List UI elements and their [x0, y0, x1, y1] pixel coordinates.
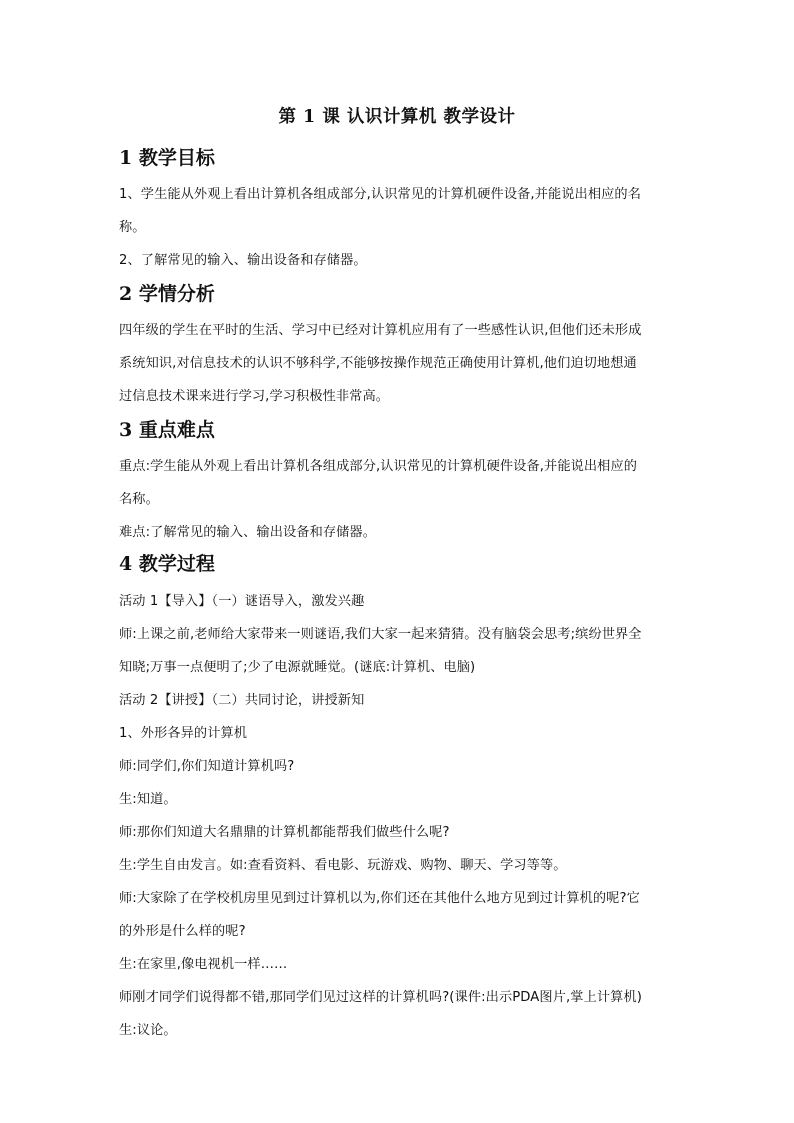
- text-line: 重点:学生能从外观上看出计算机各组成部分,认识常见的计算机硬件设备,并能说出相应的: [119, 459, 638, 474]
- text-line: 师:大家除了在学校机房里见到过计算机以为,你们还在其他什么地方见到过计算机的呢?它: [119, 891, 640, 906]
- text-line: 知晓;万事一点便明了;少了电源就睡觉。(谜底:计算机、电脑): [119, 660, 476, 675]
- section-heading-objectives: 1 教学目标: [119, 147, 215, 169]
- text-line: 活动 2【讲授】（二）共同讨论，讲授新知: [119, 693, 365, 708]
- text-line: 活动 1【导入】（一）谜语导入，激发兴趣: [119, 594, 365, 609]
- text-line: 师刚才同学们说得都不错,那同学们见过这样的计算机吗?(课件:出示PDA图片,掌上计算机): [119, 990, 642, 1005]
- section-body-analysis: [119, 314, 679, 413]
- text-line: 师:同学们,你们知道计算机吗?: [119, 759, 295, 774]
- text-line: 名称。: [119, 492, 159, 507]
- text-line: 2、了解常见的输入、输出设备和存储器。: [119, 253, 367, 268]
- text-line: 的外形是什么样的呢?: [119, 924, 246, 939]
- text-line: 称。: [119, 220, 146, 235]
- section-body-objectives: [119, 178, 679, 277]
- section-body-key-points: [119, 450, 679, 549]
- section-heading-analysis: 2 学情分析: [119, 283, 215, 305]
- text-line: 1、学生能从外观上看出计算机各组成部分,认识常见的计算机硬件设备,并能说出相应的名: [119, 187, 641, 202]
- section-heading-process: 4 教学过程: [119, 553, 215, 575]
- text-line: 1、外形各异的计算机: [119, 726, 248, 741]
- section-body-process: [119, 585, 679, 1047]
- text-line: 生:学生自由发言。如:查看资料、看电影、玩游戏、购物、聊天、学习等等。: [119, 858, 567, 873]
- text-line: 四年级的学生在平时的生活、学习中已经对计算机应用有了一些感性认识,但他们还未形成: [119, 323, 642, 338]
- text-line: 师:那你们知道大名鼎鼎的计算机都能帮我们做些什么呢?: [119, 825, 450, 840]
- section-heading-key-points: 3 重点难点: [119, 419, 215, 441]
- text-line: 师:上课之前,老师给大家带来一则谜语,我们大家一起来猜猜。没有脑袋会思考;缤纷世界全: [119, 627, 642, 642]
- text-line: 生:议论。: [119, 1023, 177, 1038]
- text-line: 过信息技术课来进行学习,学习积极性非常高。: [119, 389, 390, 404]
- text-line: 生:在家里,像电视机一样……: [119, 957, 288, 972]
- document-title: 第 1 课 认识计算机 教学设计: [278, 107, 516, 127]
- text-line: 生:知道。: [119, 792, 177, 807]
- text-line: 难点:了解常见的输入、输出设备和存储器。: [119, 525, 377, 540]
- text-line: 系统知识,对信息技术的认识不够科学,不能够按操作规范正确使用计算机,他们迫切地想通: [119, 356, 637, 371]
